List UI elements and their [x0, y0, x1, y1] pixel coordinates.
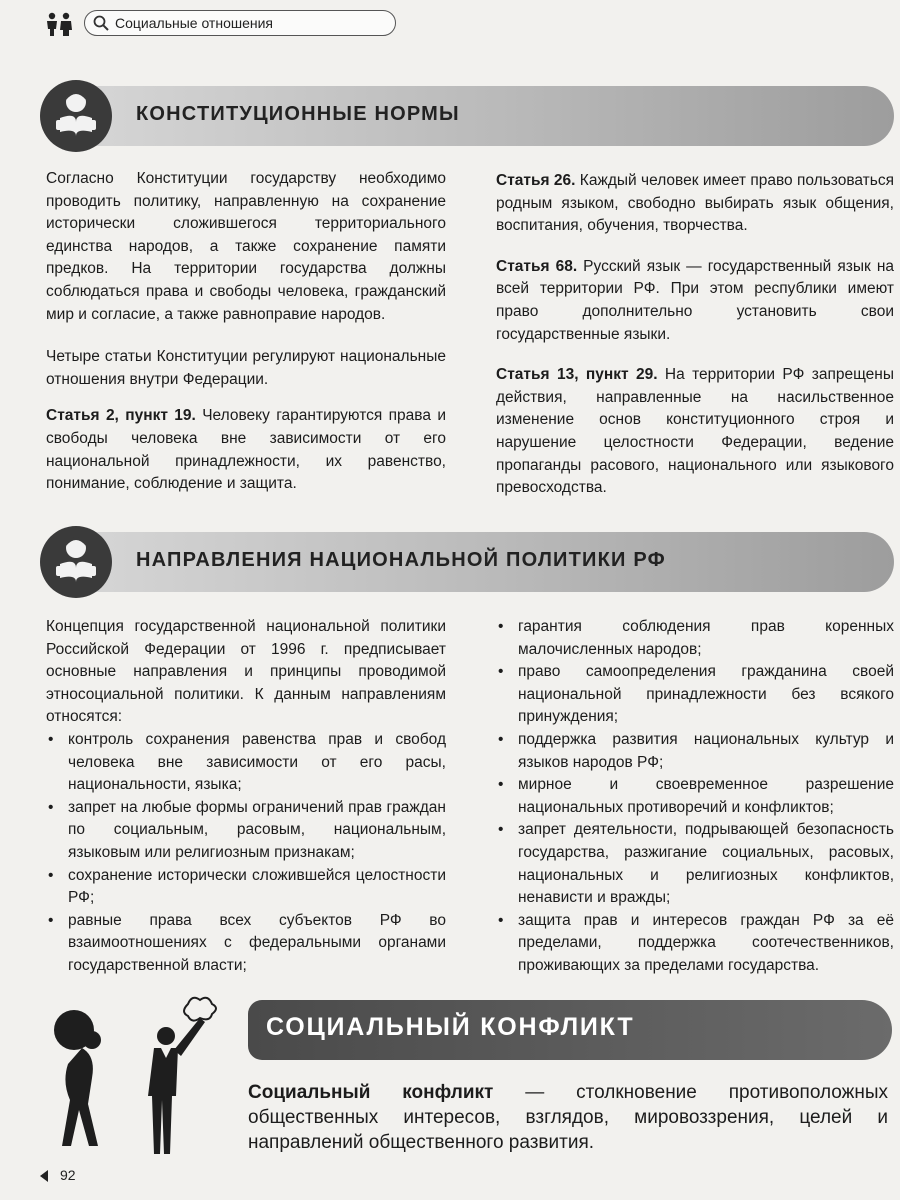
reader-icon — [40, 526, 112, 598]
top-bar — [0, 0, 900, 40]
conflict-figures-illustration — [40, 990, 220, 1160]
list-item: • право самоопределения гражданина своей национальной принадлежности без всякого принуждения; — [496, 661, 894, 729]
reader-icon — [40, 80, 112, 152]
section-header-conflict — [248, 1000, 892, 1060]
section-header-policy — [44, 532, 894, 592]
intro-paragraph: Согласно Конституции государству необходимо проводить политику, направленную на сохранение исторически сложившегося территориального единства народов, а также сохранение памяти предков. На территории государства должны соблюдаться права и свободы человека, гражданский мир и согласие, а также равноправие народов. — [46, 170, 446, 323]
list-item: • запрет деятельности, подрывающей безопасность государства, разжигание социальных, расовых, национальных и религиозных конфликтов, ненависти и вражды; — [496, 819, 894, 909]
article-text: Каждый человек имеет право пользоваться родным языком, свободно выбирать язык общения, воспитания, обучения, творчества. — [496, 172, 894, 235]
article-label: Статья 2, пункт 19. — [46, 407, 196, 425]
policy-list-left — [46, 729, 446, 978]
article-text: Русский язык — государственный язык на всей территории РФ. При этом республики имеют право дополнительно установить свои государственные языки. — [496, 257, 894, 343]
constitution-right-column — [496, 170, 894, 514]
section-title: НАПРАВЛЕНИЯ НАЦИОНАЛЬНОЙ ПОЛИТИКИ РФ — [136, 549, 666, 571]
list-item: • защита прав и интересов граждан РФ за её пределами, поддержка соотечественников, проживающих за пределами государства. — [496, 910, 894, 978]
list-item: • сохранение исторически сложившейся целостности РФ; — [46, 865, 446, 910]
list-item: • гарантия соблюдения прав коренных малочисленных народов; — [496, 616, 894, 661]
search-icon — [93, 15, 109, 31]
search-input[interactable] — [84, 10, 396, 36]
article-text: Человеку гарантируются права и свободы человека вне зависимости от его национальной принадлежности, их равенство, понимание, соблюдение и защита. — [46, 407, 446, 493]
article-2 — [46, 405, 446, 495]
policy-intro: Концепция государственной национальной политики Российской Федерации от 1996 г. предписывает основные направления и принципы проводимой этносоциальной политики. К данным направлениям относятся: — [46, 618, 446, 726]
section-title: КОНСТИТУЦИОННЫЕ НОРМЫ — [136, 103, 460, 125]
list-item: • контроль сохранения равенства прав и свобод человека вне зависимости от его расы, национальности, языка; — [46, 729, 446, 797]
constitution-left-column — [46, 168, 446, 510]
policy-left-column — [46, 616, 446, 978]
list-item: • запрет на любые формы ограничений прав граждан по социальным, расовым, национальным, языковым или религиозным признакам; — [46, 797, 446, 865]
search-text: Социальные отношения — [115, 15, 274, 31]
article-13 — [496, 364, 894, 500]
list-item: • равные права всех субъектов РФ во взаимоотношениях с федеральными органами государственной власти; — [46, 910, 446, 978]
policy-list-right — [496, 616, 894, 978]
conflict-definition — [248, 1080, 888, 1155]
section-header-constitution — [44, 86, 894, 146]
article-text: На территории РФ запрещены действия, направленные на насильственное изменение основ конституционного строя и нарушение целостности Федерации, ведение пропаганды расового, национального или языкового превосходства. — [496, 366, 894, 497]
page-arrow-icon — [40, 1170, 50, 1182]
list-item: • мирное и своевременное разрешение национальных противоречий и конфликтов; — [496, 774, 894, 819]
policy-right-column — [496, 616, 894, 978]
article-label: Статья 68. — [496, 257, 578, 275]
definition-text: — столкновение противоположных общественных интересов, взглядов, мировоззрения, целей и направлений общественного развития. — [248, 1082, 888, 1153]
article-label: Статья 26. — [496, 172, 576, 189]
definition-term: Социальный конфликт — [248, 1082, 494, 1103]
article-26 — [496, 170, 894, 238]
section-title: СОЦИАЛЬНЫЙ КОНФЛИКТ — [266, 1013, 635, 1041]
list-item: • поддержка развития национальных культур и языков народов РФ; — [496, 729, 894, 774]
page-number: 92 — [60, 1167, 76, 1183]
article-68 — [496, 256, 894, 346]
people-icon — [44, 12, 74, 36]
intro-paragraph-2: Четыре статьи Конституции регулируют национальные отношения внутри Федерации. — [46, 348, 446, 388]
article-label: Статья 13, пункт 29. — [496, 366, 658, 384]
